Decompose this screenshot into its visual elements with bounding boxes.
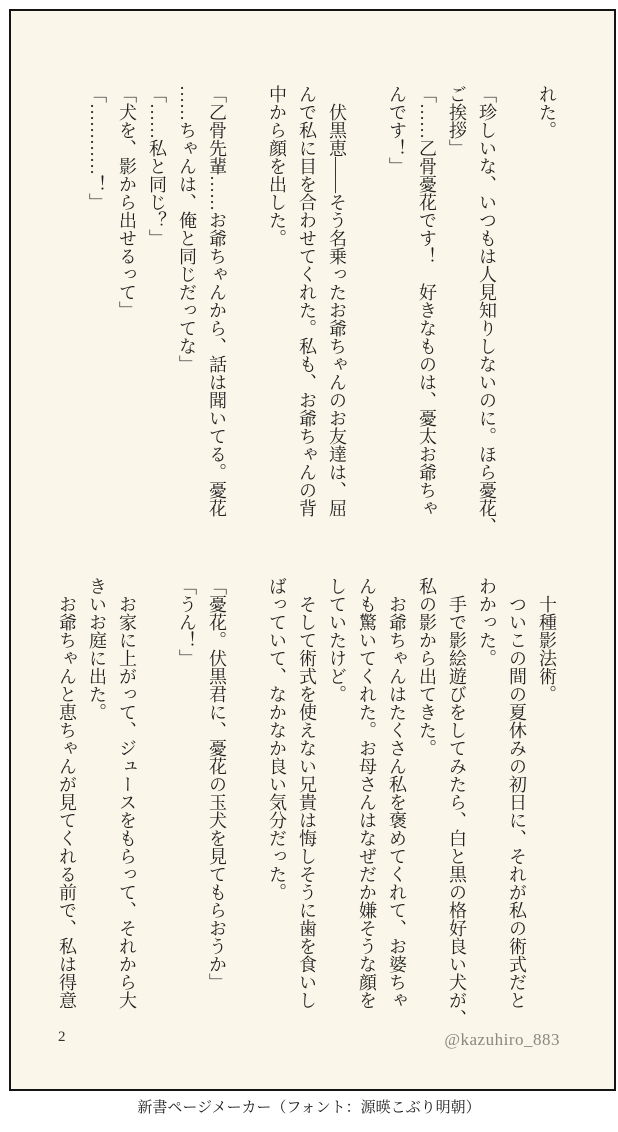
text-line [232,577,262,1029]
text-line: 手で影絵遊びをしてみたら、白と黒の格好良い犬が、 [447,577,467,1027]
footer-caption: 新書ページメーカー（フォント：源暎こぶり明朝） [137,1100,481,1116]
text-line [502,85,532,537]
text-line: んも驚いてくれた。お母さんはなぜだか嫌そうな顔を [357,577,377,1009]
text-line: ついこの間の夏休みの初日に、それが私の術式だと [507,577,527,1009]
text-line: れた。 [537,85,557,139]
text-block-bottom [52,577,562,1029]
text-line: 「…………！」 [87,85,107,211]
text-line: んで私に目を合わせてくれた。私も、お爺ちゃんの背 [297,85,317,517]
text-line: 伏黒恵――そう名乗ったお爺ちゃんのお友達は、屈 [327,85,347,517]
text-line: ばっていて、なかなか良い気分だった。 [267,577,287,901]
text-line: わかった。 [477,577,497,667]
text-line: お爺ちゃんはたくさん私を褒めてくれて、お婆ちゃ [387,577,407,1009]
text-line: 「憂花。伏黒君に、憂花の玉犬を見てもらおうか」 [207,577,227,991]
text-line: 「……私と同じ？」 [147,85,167,247]
text-line: 私の影から出てきた。 [417,577,437,757]
page-number: 2 [58,1029,66,1045]
text-line [232,85,262,537]
text-line: きいお庭に出た。 [87,577,107,721]
text-line: んです！」 [387,85,407,175]
text-line: 中から顔を出した。 [267,85,287,247]
text-line: していたけど。 [327,577,347,703]
text-line: 「乙骨先輩……お爺ちゃんから、話は聞いてる。憂花 [207,85,227,517]
text-line: そして術式を使えない兄貴は悔しそうに歯を食いし [297,577,317,1009]
author-handle: @kazuhiro_883 [444,1030,560,1049]
text-line: 「珍しいな、いつもは人見知りしないのに。ほら憂花、 [477,85,497,535]
text-line: 十種影法術。 [537,577,557,703]
text-line: 「犬を、影から出せるって」 [117,85,137,319]
text-line: お家に上がって、ジュースをもらって、それから大 [117,577,137,1009]
text-line: 「うん！」 [177,577,197,667]
text-line: 「……乙骨憂花です！ 好きなものは、憂太お爺ちゃ [417,85,437,517]
text-line [352,85,382,537]
text-line [142,577,172,1029]
novel-page-panel [9,9,616,1091]
text-line: ご挨拶」 [447,85,467,157]
text-line: ……ちゃんは、俺と同じだってな」 [177,85,197,373]
text-line: お爺ちゃんと恵ちゃんが見てくれる前で、私は得意 [57,577,77,1009]
text-block-top [82,85,562,537]
